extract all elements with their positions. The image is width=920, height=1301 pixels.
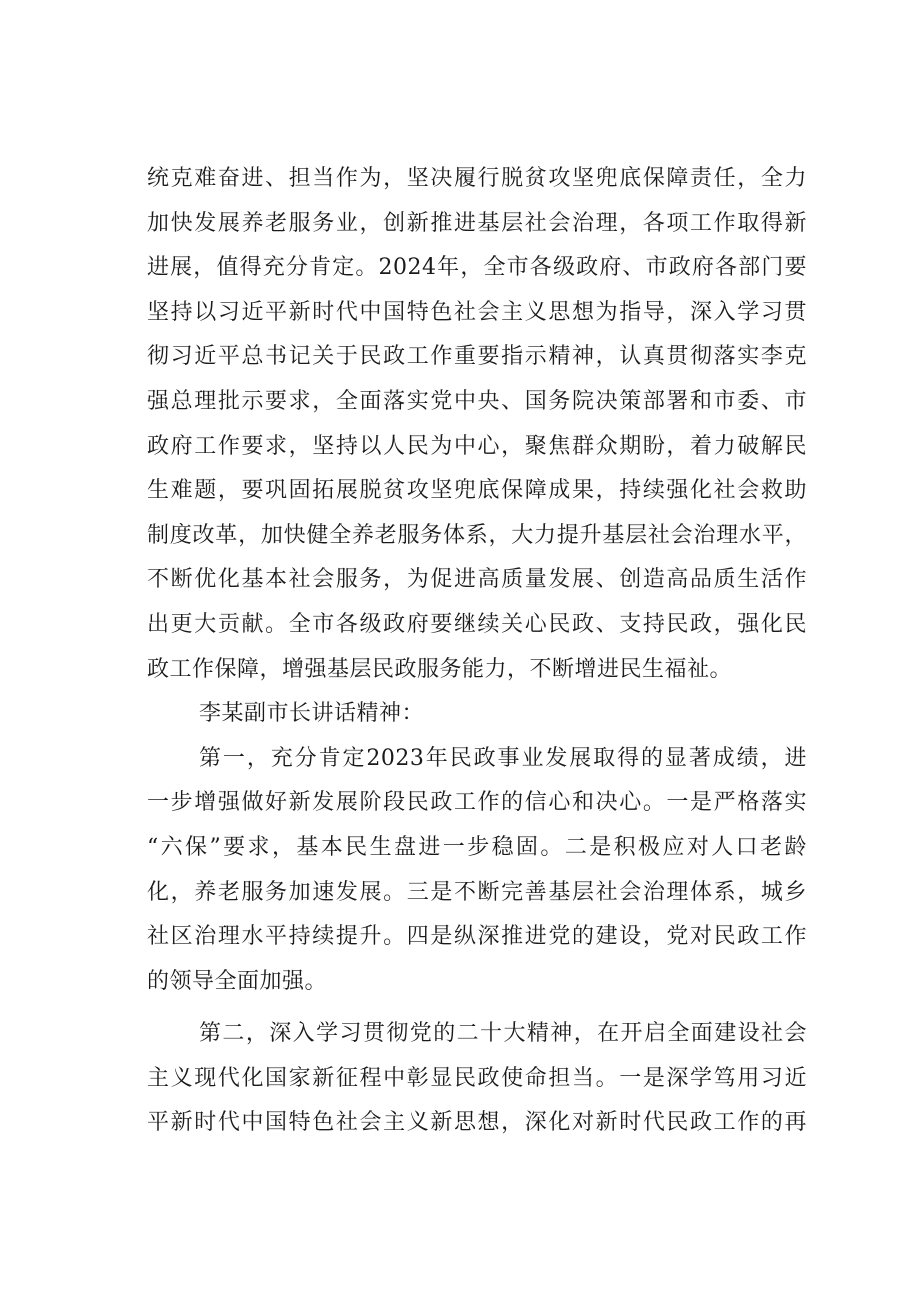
paragraph-spacer: [147, 1004, 807, 1012]
text-line: 坚持以习近平新时代中国特色社会主义思想为指导，深入学习贯: [147, 299, 807, 325]
text-line: 制度改革，加快健全养老服务体系，大力提升基层社会治理水平，: [147, 522, 807, 548]
document-body: [147, 157, 807, 1146]
text-line: 一步增强做好新发展阶段民政工作的信心和决心。一是严格落实: [147, 790, 807, 816]
text-line: 加快发展养老服务业，创新推进基层社会治理，各项工作取得新: [147, 210, 807, 236]
text-line: 平新时代中国特色社会主义新思想，深化对新时代民政工作的再: [147, 1110, 807, 1136]
text-line: 彻习近平总书记关于民政工作重要指示精神，认真贯彻落实李克: [147, 344, 807, 370]
text-line: 强总理批示要求，全面落实党中央、国务院决策部署和市委、市: [147, 388, 807, 414]
text-line: 统克难奋进、担当作为，坚决履行脱贫攻坚兜底保障责任，全力: [147, 166, 807, 191]
text-line: 主义现代化国家新征程中彰显民政使命担当。一是深学笃用习近: [147, 1065, 807, 1091]
text-line: 出更大贡献。全市各级政府要继续关心民政、支持民政，强化民: [147, 611, 807, 637]
paragraph-2: [147, 737, 807, 1005]
text-line: 第二，深入学习贯彻党的二十大精神，在开启全面建设社会: [199, 1021, 807, 1047]
text-line: 社区治理水平持续提升。四是纵深推进党的建设，党对民政工作: [147, 924, 807, 950]
text-line: 生难题，要巩固拓展脱贫攻坚兜底保障成果，持续强化社会救助: [147, 478, 807, 504]
section-heading: 李某副市长讲话精神：: [199, 701, 425, 727]
text-line: “六保”要求，基本民生盘进一步稳固。二是积极应对人口老龄: [147, 834, 807, 860]
text-line: 不断优化基本社会服务，为促进高质量发展、创造高品质生活作: [147, 567, 807, 593]
text-line: 第一，充分肯定2023年民政事业发展取得的显著成绩，进: [199, 745, 807, 771]
text-line: 进展，值得充分肯定。2024年，全市各级政府、市政府各部门要: [147, 255, 807, 281]
text-line: 的领导全面加强。: [147, 968, 328, 994]
text-line: 化，养老服务加速发展。三是不断完善基层社会治理体系，城乡: [147, 879, 807, 905]
paragraph-3: [147, 1012, 807, 1146]
paragraph-1: [147, 157, 807, 692]
text-line: 政工作保障，增强基层民政服务能力，不断增进民生福祉。: [147, 656, 733, 682]
text-line: 政府工作要求，坚持以人民为中心，聚焦群众期盼，着力破解民: [147, 433, 807, 459]
